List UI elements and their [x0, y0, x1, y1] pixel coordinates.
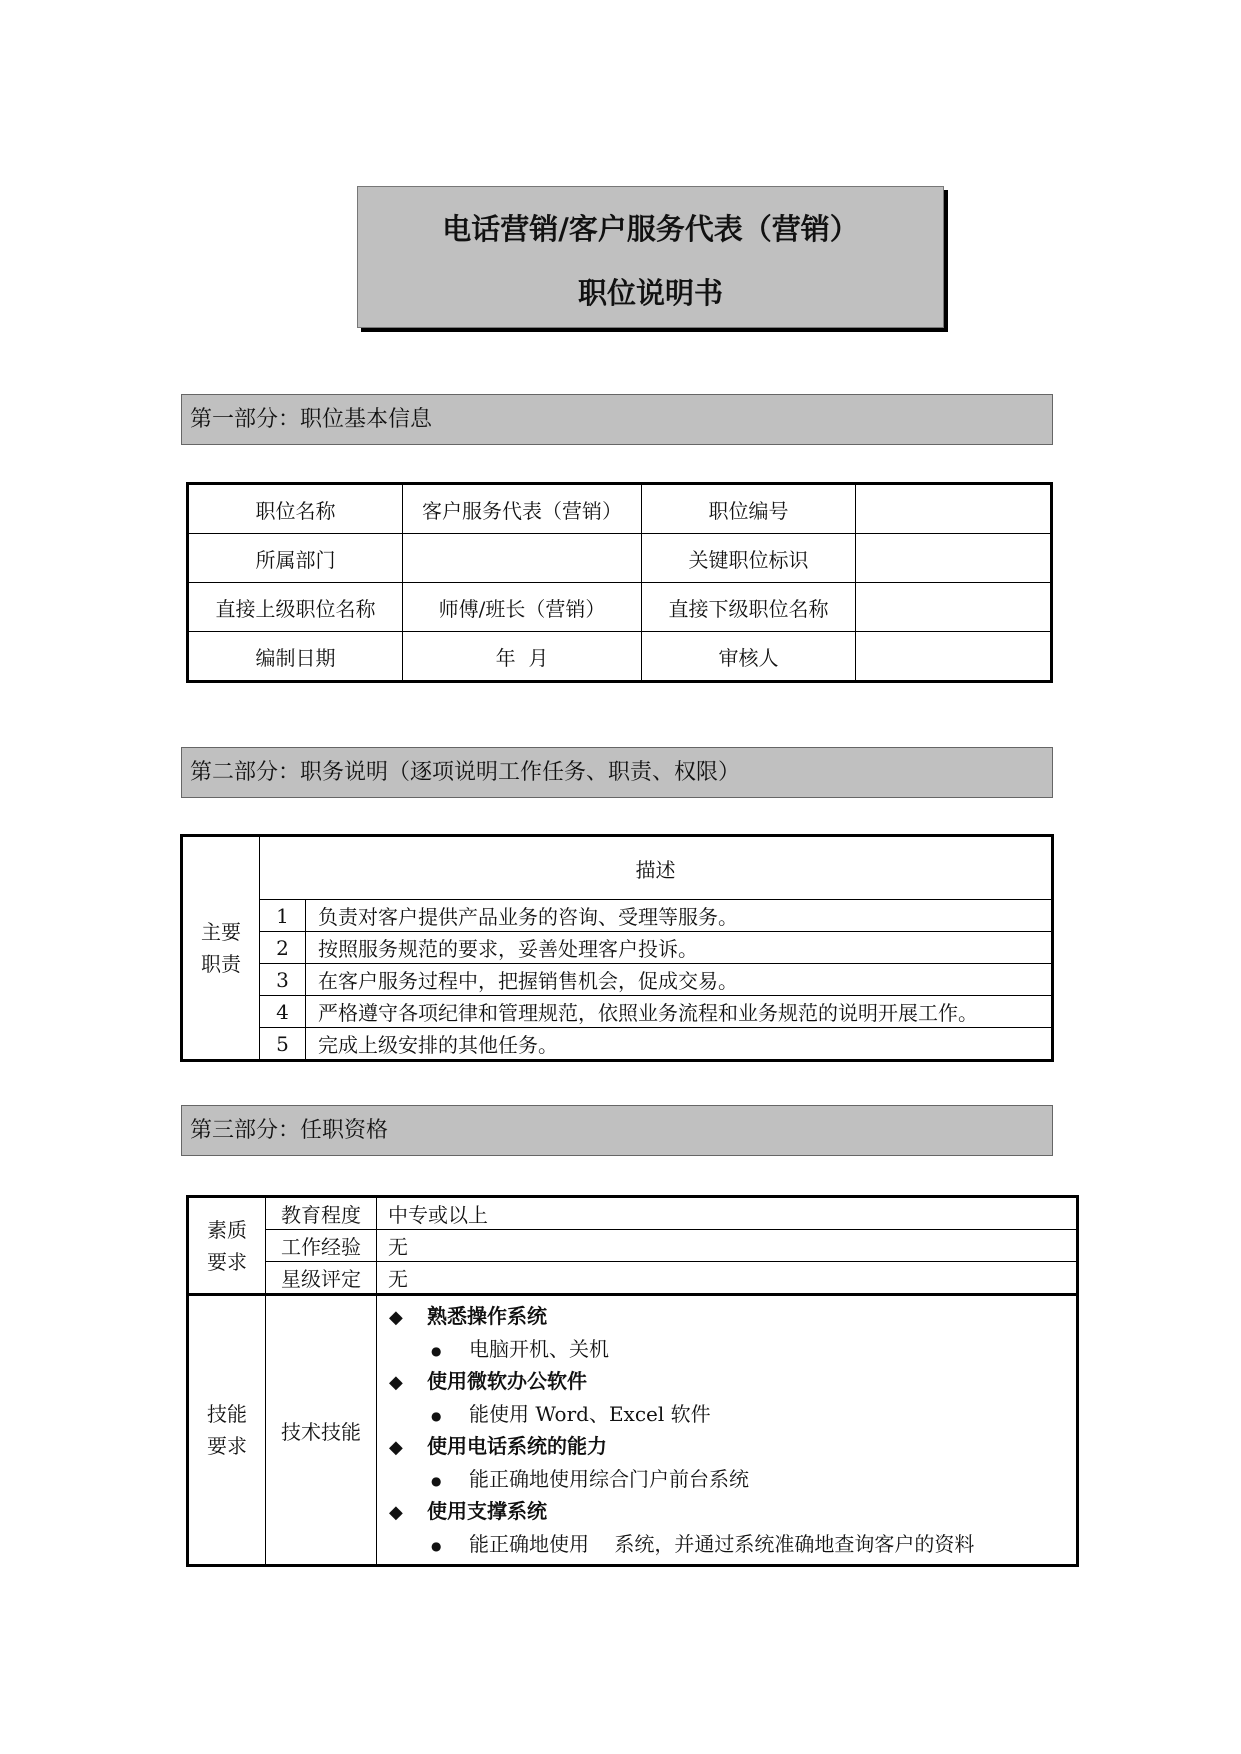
duty-text: 完成上级安排的其他任务。 — [306, 1028, 1053, 1061]
skill-item — [389, 1430, 1076, 1463]
table-cell: 职位名称 — [188, 484, 403, 534]
skill-detail — [389, 1333, 1076, 1365]
table-row — [182, 964, 1053, 996]
section3-header: 第三部分：任职资格 — [181, 1105, 1053, 1156]
duty-number: 3 — [260, 964, 306, 996]
duties-desc-header: 描述 — [260, 836, 1053, 900]
table-cell: 职位编号 — [642, 484, 856, 534]
document-subtitle: 职位说明书 — [577, 276, 723, 310]
table-cell — [856, 632, 1052, 682]
skill-item — [389, 1495, 1076, 1528]
skill-item — [389, 1365, 1076, 1398]
diamond-bullet-icon: ◆ — [389, 1502, 403, 1523]
duties-table — [180, 834, 1054, 1062]
duty-number: 1 — [260, 900, 306, 932]
table-cell: 编制日期 — [188, 632, 403, 682]
skill-title: 使用微软办公软件 — [427, 1369, 587, 1393]
skill-detail-text: 电脑开机、关机 — [469, 1337, 609, 1361]
table-row — [188, 1230, 1078, 1262]
diamond-bullet-icon: ◆ — [389, 1437, 403, 1458]
table-row — [182, 932, 1053, 964]
duty-text: 负责对客户提供产品业务的咨询、受理等服务。 — [306, 900, 1053, 932]
duty-number: 4 — [260, 996, 306, 1028]
table-cell: 关键职位标识 — [642, 534, 856, 583]
table-cell — [856, 534, 1052, 583]
duty-number: 5 — [260, 1028, 306, 1061]
skill-title: 使用支撑系统 — [427, 1499, 547, 1523]
table-row — [182, 996, 1053, 1028]
dot-bullet-icon: ● — [431, 1538, 442, 1553]
table-cell: 直接上级职位名称 — [188, 583, 403, 632]
duty-text: 严格遵守各项纪律和管理规范，依照业务流程和业务规范的说明开展工作。 — [306, 996, 1053, 1028]
dot-bullet-icon: ● — [431, 1408, 442, 1423]
dot-bullet-icon: ● — [431, 1473, 442, 1488]
table-row — [188, 1295, 1078, 1566]
quality-side-label: 素质 要求 — [188, 1197, 266, 1295]
quality-value: 中专或以上 — [377, 1197, 1078, 1230]
skill-detail — [389, 1528, 1076, 1560]
table-row — [188, 534, 1052, 583]
table-cell: 客户服务代表（营销） — [403, 484, 642, 534]
duty-number: 2 — [260, 932, 306, 964]
dot-bullet-icon: ● — [431, 1343, 442, 1358]
skills-list — [377, 1295, 1078, 1566]
table-cell: 审核人 — [642, 632, 856, 682]
diamond-bullet-icon: ◆ — [389, 1372, 403, 1393]
table-row — [182, 836, 1053, 900]
document-title-box — [357, 186, 944, 328]
quality-value: 无 — [377, 1262, 1078, 1295]
table-row — [188, 484, 1052, 534]
section1-header: 第一部分：职位基本信息 — [181, 394, 1053, 445]
duty-text: 按照服务规范的要求，妥善处理客户投诉。 — [306, 932, 1053, 964]
skill-item — [389, 1300, 1076, 1333]
quality-label: 工作经验 — [266, 1230, 377, 1262]
quality-value: 无 — [377, 1230, 1078, 1262]
table-cell: 师傅/班长（营销） — [403, 583, 642, 632]
table-row — [188, 1262, 1078, 1295]
skill-detail-text: 能使用 Word、Excel 软件 — [469, 1402, 711, 1426]
skill-detail-text: 能正确地使用 系统，并通过系统准确地查询客户的资料 — [469, 1532, 975, 1556]
duty-text: 在客户服务过程中，把握销售机会，促成交易。 — [306, 964, 1053, 996]
document-title: 电话营销/客户服务代表（营销） — [442, 212, 859, 246]
diamond-bullet-icon: ◆ — [389, 1307, 403, 1328]
basic-info-table — [186, 482, 1053, 683]
duties-side-label: 主要 职责 — [182, 836, 260, 1061]
quality-label: 教育程度 — [266, 1197, 377, 1230]
table-row — [188, 1197, 1078, 1230]
table-cell — [856, 583, 1052, 632]
table-row — [188, 583, 1052, 632]
skill-side-label: 技能 要求 — [188, 1295, 266, 1566]
skill-label: 技术技能 — [266, 1295, 377, 1566]
quality-label: 星级评定 — [266, 1262, 377, 1295]
skill-title: 熟悉操作系统 — [427, 1304, 547, 1328]
table-cell: 所属部门 — [188, 534, 403, 583]
table-cell: 年 月 — [403, 632, 642, 682]
skill-detail — [389, 1463, 1076, 1495]
section2-header: 第二部分：职务说明（逐项说明工作任务、职责、权限） — [181, 747, 1053, 798]
table-row — [182, 900, 1053, 932]
table-row — [188, 632, 1052, 682]
skill-detail-text: 能正确地使用综合门户前台系统 — [469, 1467, 749, 1491]
table-cell — [856, 484, 1052, 534]
table-cell — [403, 534, 642, 583]
skill-title: 使用电话系统的能力 — [427, 1434, 607, 1458]
skill-detail — [389, 1398, 1076, 1430]
table-cell: 直接下级职位名称 — [642, 583, 856, 632]
qualifications-table — [186, 1195, 1079, 1567]
table-row — [182, 1028, 1053, 1061]
